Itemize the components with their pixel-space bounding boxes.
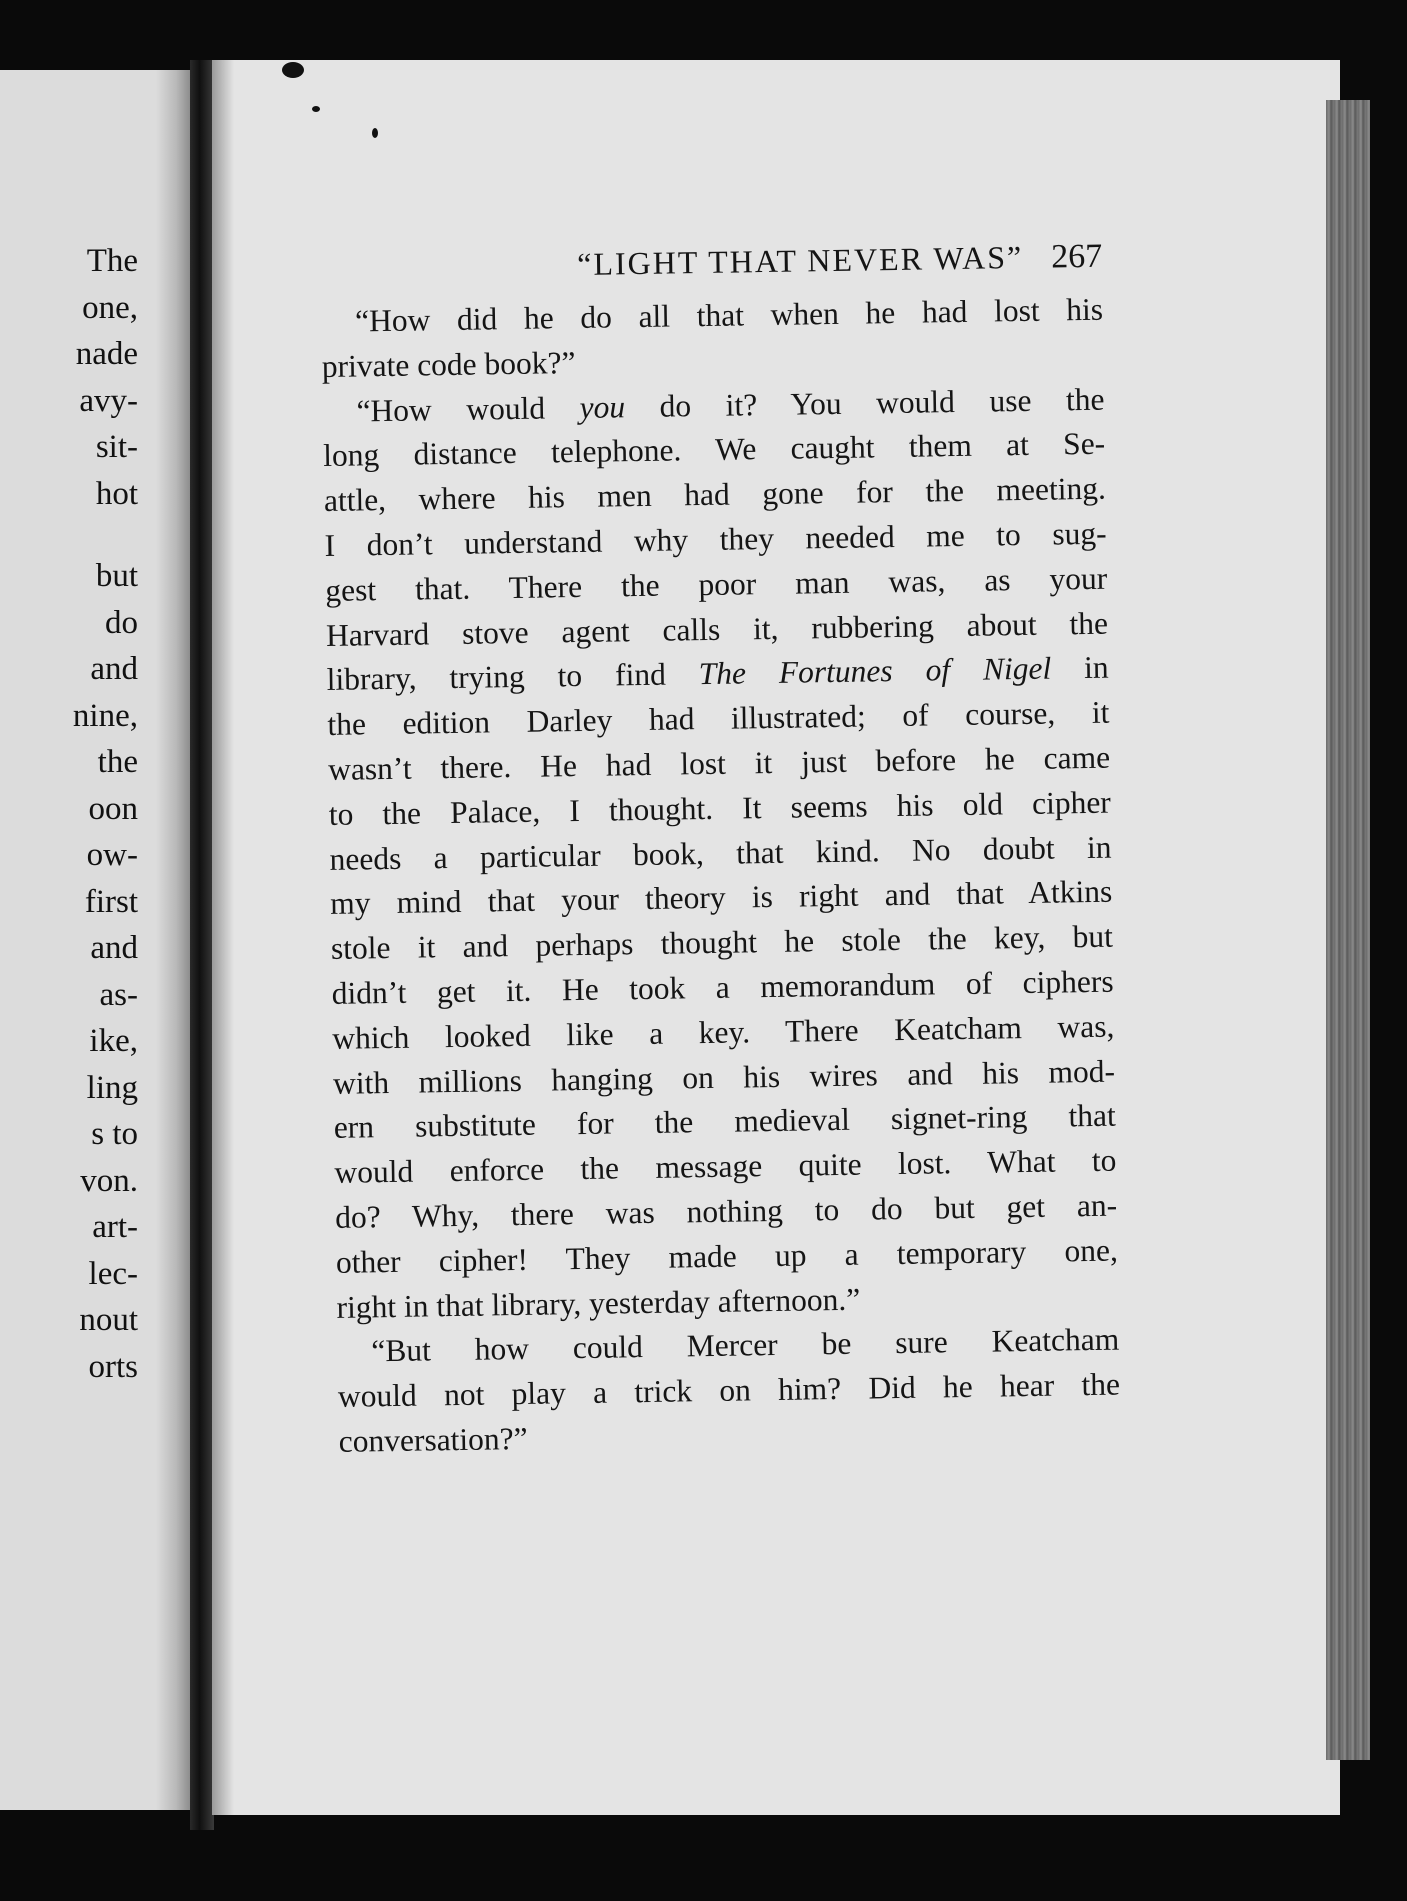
text-segment: in <box>1050 650 1109 686</box>
previous-page-line-fragment: ow- <box>86 837 138 873</box>
previous-page-line-fragment: oon <box>88 791 138 827</box>
text-line: conversation?” <box>338 1420 528 1459</box>
text-line: which looked like a key. There Keatcham was, <box>332 1008 1115 1056</box>
previous-page-line-fragment: The <box>86 243 138 279</box>
previous-page-line-fragment: avy- <box>79 383 138 419</box>
text-line: Harvard stove agent calls it, rubbering about the <box>325 605 1109 653</box>
running-head <box>320 238 1103 288</box>
gutter-shadow <box>156 70 190 1810</box>
text-line: my mind that your theory is right and that Atkins <box>329 873 1113 922</box>
page-number: 267 <box>1050 237 1103 276</box>
running-head-title: “LIGHT THAT NEVER WAS” <box>576 238 1024 282</box>
previous-page-line-fragment: sit- <box>95 429 138 465</box>
scan-speck <box>372 128 378 138</box>
inner-margin-shadow <box>212 60 234 1815</box>
previous-page-line-fragment: ling <box>86 1070 138 1106</box>
text-line: “But how could Mercer be sure Keatcham <box>371 1321 1120 1369</box>
text-line: right in that library, yesterday afternoon.” <box>336 1281 861 1325</box>
previous-page-line-fragment: and <box>90 651 138 687</box>
italic-text: you <box>579 388 626 425</box>
text-line: stole it and perhaps thought he stole the key, but <box>330 918 1114 967</box>
book-page <box>212 60 1340 1815</box>
body-text <box>321 288 1121 1465</box>
text-segment: do it? You would use the <box>624 381 1105 424</box>
scan-speck <box>312 106 320 112</box>
previous-page-line-fragment: but <box>95 558 138 594</box>
book-spine <box>190 60 214 1830</box>
previous-page-line-fragment: and <box>90 930 138 966</box>
text-line: private code book?” <box>321 344 576 384</box>
previous-page-line-fragment: s to <box>91 1116 138 1152</box>
text-line: would not play a trick on him? Did he hear the <box>337 1366 1121 1414</box>
text-line: long distance telephone. We caught them at Se- <box>322 426 1106 474</box>
previous-page-line-fragment: ike, <box>89 1023 138 1059</box>
previous-page-line-fragment: nout <box>79 1302 138 1338</box>
previous-page-line-fragment: orts <box>88 1349 138 1385</box>
scan-speck <box>282 62 304 78</box>
previous-page-line-fragment: von. <box>80 1163 138 1199</box>
previous-page-line-fragment: nine, <box>72 698 138 734</box>
italic-text: The Fortunes of Nigel <box>698 650 1052 692</box>
text-line: gest that. There the poor man was, as your <box>325 560 1108 608</box>
text-segment: “How would <box>356 389 580 429</box>
page-content <box>320 238 1121 1465</box>
previous-page-line-fragment: first <box>84 884 138 920</box>
text-line: with millions hanging on his wires and his mod- <box>332 1053 1116 1101</box>
text-line: other cipher! They made up a temporary one, <box>335 1232 1119 1280</box>
previous-page-line-fragment: lec- <box>88 1256 138 1292</box>
previous-page-line-fragment: as- <box>99 977 138 1013</box>
text-line: didn’t get it. He took a memorandum of ciphers <box>331 963 1114 1011</box>
text-segment: library, trying to find <box>326 656 699 698</box>
text-line: attle, where his men had gone for the meeting. <box>323 470 1107 519</box>
text-line: wasn’t there. He had lost it just before he came <box>327 739 1111 787</box>
previous-page-line-fragment: nade <box>75 336 138 372</box>
text-line: needs a particular book, that kind. No doubt in <box>329 829 1112 877</box>
previous-page-line-fragment: art- <box>92 1209 138 1245</box>
text-line: ern substitute for the medieval signet-ring that <box>333 1097 1116 1146</box>
previous-page-line-fragment: one, <box>82 290 138 326</box>
previous-page-line-fragment: the <box>97 744 138 780</box>
page-edges <box>1326 100 1370 1760</box>
text-line: I don’t understand why they needed me to sug- <box>324 515 1107 563</box>
previous-page-fragment <box>0 70 190 1810</box>
previous-page-line-fragment: do <box>105 605 138 641</box>
text-line: would enforce the message quite lost. What to <box>334 1142 1117 1191</box>
previous-page-line-fragment: hot <box>95 476 138 512</box>
text-line: do? Why, there was nothing to do but get an- <box>334 1187 1118 1235</box>
text-line: the edition Darley had illustrated; of course, it <box>327 694 1110 743</box>
text-line: “How did he do all that when he had lost his <box>354 291 1104 339</box>
text-line: to the Palace, I thought. It seems his old cipher <box>328 784 1112 832</box>
